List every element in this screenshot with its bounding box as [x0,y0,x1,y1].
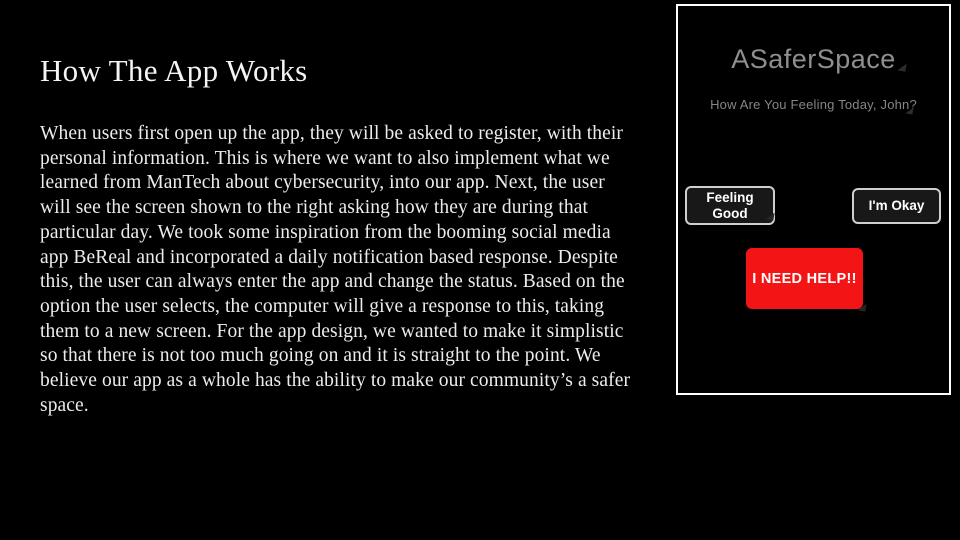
page-title: How The App Works [40,53,308,88]
im-okay-button[interactable]: I'm Okay [852,188,941,224]
resize-handle-icon [857,302,866,311]
resize-handle-icon [765,211,774,220]
greeting-text: How Are You Feeling Today, John? [710,97,917,112]
resize-handle-icon [897,62,906,71]
phone-mockup-frame [676,4,951,395]
resize-handle-icon [905,106,913,114]
need-help-button[interactable]: I NEED HELP!! [746,248,863,309]
slide-body-paragraph: When users first open up the app, they will be asked to register, with their personal information. This is where we want to also implement what we learned from ManTech about cybersecurity, into our app. Next, the user will see the screen shown to the right asking how they are during that particular day. We took some inspiration from the booming social media app BeReal and incorporated a daily notification based response. Despite this, the user can always enter the app and change the status. Based on the option the user selects, the computer will give a response to this, taking them to a new screen. For the app design, we wanted to make it simplistic so that there is not too much going on and it is straight to the point. We believe our app as a whole has the ability to make our community’s a safer space. [40,123,631,416]
app-title: ASaferSpace [731,44,896,74]
feeling-good-button[interactable]: Feeling Good [685,186,775,225]
